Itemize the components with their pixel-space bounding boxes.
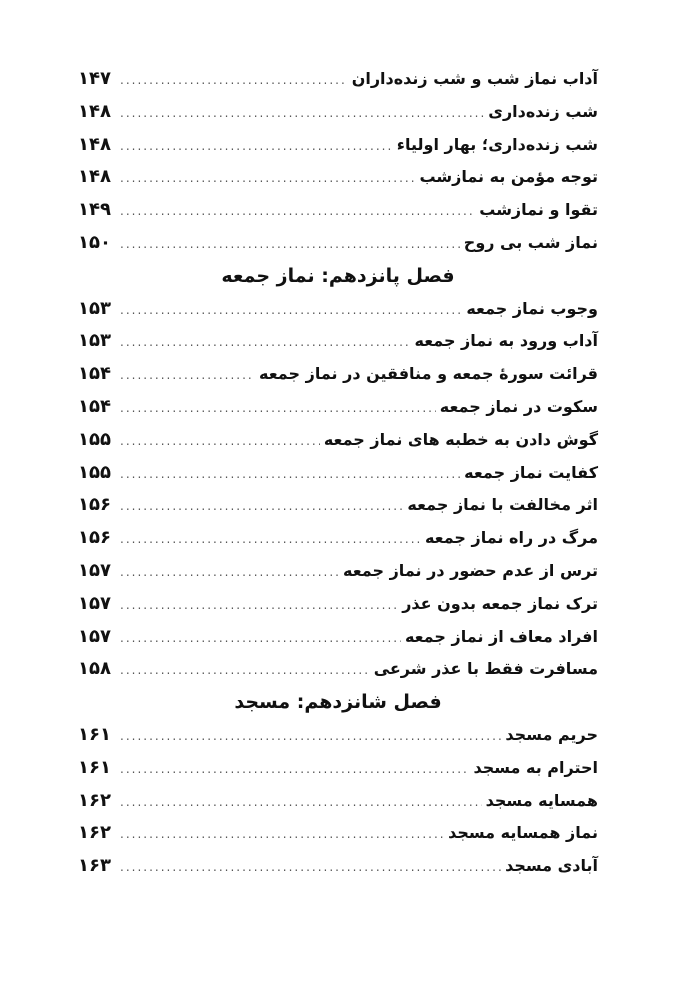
toc-entry-title: شب زنده‌داری [488, 101, 598, 121]
toc-leader-dots [114, 556, 339, 589]
chapter-heading[interactable]: فصل شانزدهم: مسجد [234, 691, 442, 714]
toc-entry[interactable] [78, 358, 598, 391]
toc-entry[interactable] [78, 555, 598, 588]
toc-entry-page: ۱۶۱ [78, 723, 111, 745]
toc-entry-title: آداب نماز شب و شب زنده‌داران [351, 69, 598, 88]
toc-entry-page: ۱۴۷ [78, 68, 111, 89]
toc-leader-dots [114, 490, 403, 523]
toc-leader-dots [114, 786, 482, 819]
toc-entry[interactable] [78, 227, 598, 260]
toc-entry-page: ۱۶۲ [78, 822, 111, 844]
toc-entry[interactable] [78, 424, 598, 457]
toc-entry[interactable] [78, 194, 598, 227]
toc-entry[interactable] [78, 653, 598, 686]
toc-leader-dots [114, 654, 370, 687]
toc-entry[interactable] [78, 752, 598, 785]
toc-entry-title: توجه مؤمن به نمازشب [419, 167, 598, 187]
toc-entry-page: ۱۵۰ [78, 231, 111, 253]
toc-entry-title: ترس از عدم حضور در نماز جمعه [343, 560, 598, 580]
toc-entry-page: ۱۵۷ [78, 625, 111, 647]
toc-entry[interactable] [78, 489, 598, 522]
toc-entry-title: وجوب نماز جمعه [466, 298, 598, 318]
toc-entry-title: ترک نماز جمعه بدون عذر [402, 593, 598, 613]
toc-entry[interactable] [78, 817, 598, 850]
toc-entry-page: ۱۶۳ [78, 855, 111, 877]
toc-leader-dots [114, 425, 320, 458]
toc-leader-dots [114, 753, 469, 786]
table-of-contents [78, 63, 598, 883]
toc-entry-page: ۱۵۴ [78, 395, 111, 417]
toc-entry-page: ۱۴۸ [78, 166, 111, 188]
toc-entry-title: کفایت نماز جمعه [464, 462, 598, 482]
toc-leader-dots [114, 523, 421, 556]
toc-leader-dots [114, 228, 460, 261]
toc-entry-title: افراد معاف از نماز جمعه [404, 626, 598, 646]
toc-leader-dots [114, 195, 475, 228]
toc-entry-page: ۱۵۶ [78, 494, 111, 516]
toc-leader-dots [114, 359, 255, 392]
toc-leader-dots [114, 589, 398, 622]
toc-section [78, 260, 598, 686]
toc-entry-title: همسایه مسجد [485, 790, 598, 810]
toc-entry-title: آبادی مسجد [505, 856, 598, 876]
toc-section [78, 686, 598, 883]
toc-entry-page: ۱۴۸ [78, 133, 111, 155]
toc-entry-title: احترام به مسجد [473, 757, 598, 777]
toc-entry-page: ۱۴۹ [78, 199, 111, 221]
toc-leader-dots [114, 294, 462, 327]
chapter-heading[interactable]: فصل پانزدهم: نماز جمعه [221, 264, 455, 287]
toc-leader-dots [114, 851, 501, 884]
toc-entry-title: شب زنده‌داری؛ بهار اولیاء [396, 134, 598, 154]
toc-entry-page: ۱۶۲ [78, 789, 111, 811]
toc-entry[interactable] [78, 457, 598, 490]
toc-entry[interactable] [78, 719, 598, 752]
toc-leader-dots [114, 720, 501, 753]
toc-entry-title: آداب ورود به نماز جمعه [414, 331, 598, 351]
toc-leader-dots [114, 162, 415, 195]
toc-entry[interactable] [78, 588, 598, 621]
toc-entry[interactable] [78, 96, 598, 129]
toc-entry[interactable] [78, 391, 598, 424]
toc-entry-title: مسافرت فقط با عذر شرعی [373, 659, 598, 679]
toc-entry-page: ۱۵۶ [78, 527, 111, 549]
toc-entry-page: ۱۵۳ [78, 297, 111, 319]
toc-entry-title: گوش دادن به خطبه های نماز جمعه [323, 429, 598, 449]
toc-entry-page: ۱۴۸ [78, 100, 111, 122]
toc-leader-dots [114, 97, 484, 130]
toc-leader-dots [114, 130, 393, 163]
toc-entry[interactable] [78, 325, 598, 358]
toc-entry-page: ۱۵۵ [78, 461, 111, 483]
toc-entry-title: نماز شب بی روح [463, 232, 598, 252]
toc-entry-page: ۱۵۴ [78, 363, 111, 385]
toc-entry-title: قرائت سورهٔ جمعه و منافقین در نماز جمعه [259, 364, 598, 384]
toc-entry[interactable] [78, 621, 598, 654]
toc-section [78, 63, 598, 260]
toc-leader-dots [114, 64, 348, 97]
toc-entry-page: ۱۵۸ [78, 658, 111, 680]
toc-entry[interactable] [78, 161, 598, 194]
toc-leader-dots [114, 622, 401, 655]
toc-entry[interactable] [78, 850, 598, 883]
toc-entry-page: ۱۶۱ [78, 756, 111, 778]
toc-entry-title: سکوت در نماز جمعه [439, 396, 598, 416]
toc-entry-title: اثر مخالفت با نماز جمعه [407, 495, 598, 515]
toc-entry-page: ۱۵۷ [78, 559, 111, 581]
toc-leader-dots [114, 818, 444, 851]
toc-entry-page: ۱۵۷ [78, 592, 111, 614]
toc-entry[interactable] [78, 293, 598, 326]
toc-leader-dots [114, 458, 460, 491]
toc-entry[interactable] [78, 129, 598, 162]
toc-entry-title: تقوا و نمازشب [479, 200, 598, 220]
toc-entry[interactable] [78, 522, 598, 555]
toc-entry-title: حریم مسجد [505, 724, 598, 744]
toc-leader-dots [114, 326, 410, 359]
toc-entry-page: ۱۵۳ [78, 330, 111, 352]
toc-entry-title: نماز همسایه مسجد [448, 823, 598, 843]
toc-leader-dots [114, 392, 436, 425]
toc-entry-page: ۱۵۵ [78, 428, 111, 450]
toc-entry[interactable] [78, 785, 598, 818]
toc-entry[interactable] [78, 63, 598, 96]
toc-entry-title: مرگ در راه نماز جمعه [424, 528, 598, 548]
